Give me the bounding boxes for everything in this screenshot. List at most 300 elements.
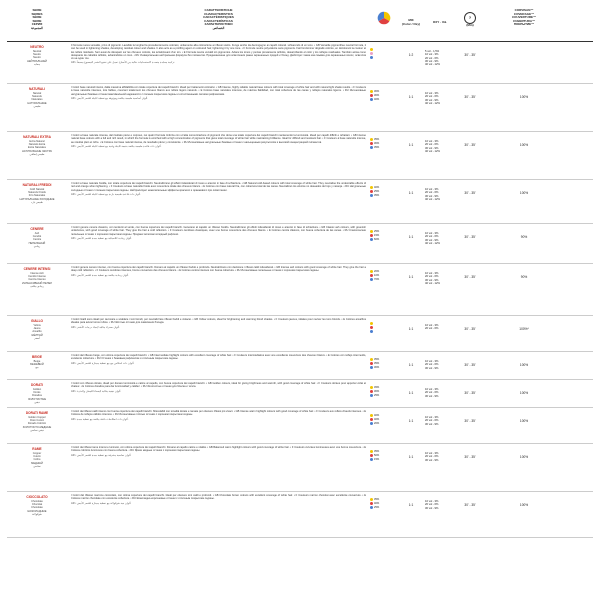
pigment-dot-icon	[370, 190, 373, 193]
description-text: I Colori dal riflesso beige, con ottima copertura dei capelli bianchi. • GB Intermediate highlight colours with excellent coverage of white hair. • F Couleurs intermédiaires avec une excellente couverture des cheveux blancs. • E Colores con reflejo intermedio, excelente cobertura. • RU Оттенки с бежевым рефлексом и отличным покрытием седины.	[71, 354, 366, 361]
table-row	[7, 264, 593, 316]
coverage-cell: 100%	[519, 363, 529, 367]
pigment-item	[370, 326, 397, 329]
oxy-cell	[425, 492, 455, 537]
pigment-dot-icon	[370, 358, 373, 361]
header-characteristics: CARATTERISTICHE CHARACTERISTICS CARACTÉRISTIQUES CARACTERÍSTICAS ХАРАКТЕРИСТИКИ الخصائص	[203, 8, 234, 30]
pigment-percent: 30%	[374, 389, 380, 393]
series-subname: ИНТЕНСИВНЫЙ ПЕПЕЛ	[21, 281, 53, 285]
series-subname: Naturels	[32, 95, 42, 99]
pigment-item	[370, 270, 397, 273]
pigment-item	[370, 450, 397, 453]
series-name: NEUTRO	[30, 45, 44, 49]
pigment-item	[370, 230, 397, 233]
coverage-cell: 90%	[520, 275, 528, 279]
pigment-dot-icon	[370, 270, 373, 273]
series-subname: طبيعي بارد	[31, 200, 43, 204]
pigment-item	[370, 90, 397, 93]
oxy-item: 20 vol - 6%	[425, 275, 439, 279]
description-text: I Colori base naturali intensi, dalla massima affidabilità con totale copertura dei capelli bianchi. Ideali per trattamenti colorativi. • GB Intense, highly reliable natural base colours with total coverage of white hair and with natural light shade results. • F Couleurs à base naturelle intenses, très fiables, couvrant totalement les cheveux blancs aux reflets légers naturels. • E Colores base naturales intensos, de máxima fiabilidad, con total cobertura de las canas y reflejos naturales ligeros. • RU Интенсивные натуральные базовые оттенки максимальной надежности с полным покрытием седины и естественными легкими рефлексами.	[71, 86, 366, 96]
series-name: DORATI RAME	[25, 411, 49, 415]
pigment-item	[370, 56, 397, 59]
table-row	[7, 444, 593, 492]
mix-cell: 1:1	[408, 503, 414, 507]
oxy-item: 30 vol - 9%	[425, 278, 439, 282]
pigment-item	[370, 278, 397, 281]
header-time: ? (Min)	[455, 7, 485, 41]
pigment-dot-icon	[370, 454, 373, 457]
oxy-item: 20 vol - 6%	[425, 95, 439, 99]
pigment-dot-icon	[370, 138, 373, 141]
series-subname: Cendré Intense	[28, 275, 46, 279]
pigment-item	[370, 322, 397, 325]
pigment-dot-icon	[370, 366, 373, 369]
description-text: I Colori genere cenere classico, con tendenti al verde, con buona copertura dei capelli bianchi. Generano al capello un riflesso freddo. Neutralizzano gli effetti indesiderati di rosso e arancio in fase di schiaritura. • GB Classic ash colours, with greenish undertones, with good coverage of white hair. They give the hair a cold reflection. • F Couleurs cendrées classiques, avec une bonne couverture des cheveux blancs. • E Colores ceniza clásicos, con buena cobertura de las canas. • RU Классические пепельные оттенки с хорошим покрытием седины. Придают волосам холодный рефлекс.	[71, 226, 366, 236]
header-coverage: CORVISAN™ COVERAGE™ COUVERTURE™ CUBERTURA™ ПОКРЫТИЕ™	[511, 8, 536, 27]
pigment-item	[370, 366, 397, 369]
description-arabic: AR • تركيبة محايدة متعددة الاستخدامات خالية من الأصباغ. تعمل على تفتيح الشعر المصبوغ مسبقاً.	[71, 61, 176, 65]
series-subname: Dorado Cobrizo	[27, 422, 47, 426]
pigment-cell	[370, 42, 397, 83]
description-arabic: AR • ألوان ذهبية مثالية لإضفاء اللمعان والدفء.	[71, 389, 122, 393]
pigment-dot-icon	[370, 146, 373, 149]
series-subname: Cold Natural	[29, 187, 45, 191]
pigment-cell	[370, 444, 397, 491]
description-cell	[67, 380, 370, 407]
pigment-dot-icon	[370, 394, 373, 397]
pigment-dot-icon	[370, 48, 373, 51]
pigment-item	[370, 394, 397, 397]
series-subname: Copper	[32, 451, 42, 455]
description-arabic: AR • ألوان أساسية طبيعية مكثفة وموثوقة مع تغطية كاملة للشعر الأبيض.	[71, 96, 148, 100]
time-cell: 30' - 35'	[464, 95, 476, 99]
pigment-percent: 30%	[374, 93, 380, 97]
oxy-cell	[425, 132, 455, 179]
time-cell: 30' - 35'	[464, 363, 476, 367]
pigment-dot-icon	[370, 326, 373, 329]
series-name: CENERE INTENSI	[23, 267, 51, 271]
series-name-cell	[7, 224, 67, 263]
description-text: I Colori dai riflessi rame intensi e luminosi, con ottima copertura dei capelli bianchi. Donano al capello calore e vitalità. • GB Balanced warm highlight colours with good coverage of white hair. • F Couleurs cuivrées lumineuses avec une bonne couverture. • E Colores cobrizos luminosos con buena cobertura. • RU Яркие медные оттенки с хорошим покрытием седины.	[71, 446, 366, 453]
description-arabic: AR • ألوان ذات قاعدة طبيعية مكثفة بنتيجة كاملة وغنية مع تغطية كاملة للشعر الأبيض.	[71, 144, 162, 148]
oxy-item: 10 vol - 3%	[425, 92, 439, 95]
series-subname: رمادي	[33, 244, 41, 248]
pigment-item	[370, 422, 397, 425]
time-cell: 30' - 35'	[464, 391, 476, 395]
series-name: NATURALI	[28, 87, 46, 91]
series-subname: БЕЖЕВЫЙ	[30, 363, 44, 367]
pigment-percent: 35%	[374, 357, 380, 361]
table-row	[7, 42, 593, 84]
mix-cell: 1:1	[408, 95, 414, 99]
table-row	[7, 316, 593, 352]
series-subname: ذهبي نحاسي	[30, 428, 44, 432]
oxy-item: 30 vol - 9%	[425, 59, 439, 63]
pigment-item	[370, 274, 397, 277]
color-chart-sheet	[7, 7, 593, 593]
description-arabic: AR • ألوان ذات قاعدة طبيعية باردة مع تغطية كاملة للشعر الأبيض.	[71, 192, 141, 196]
pigment-item	[370, 146, 397, 149]
oxy-item: 10 vol - 3%	[425, 416, 439, 419]
header-mix: MIX (Color / Oxy)	[401, 18, 420, 26]
description-arabic: AR • ألوان رمادية مكثفة مع تغطية جيدة للشعر الأبيض.	[71, 273, 129, 277]
oxy-cell	[425, 444, 455, 491]
oxy-item: 30 vol - 9%	[425, 146, 439, 150]
oxy-item: 30 vol - 9%	[425, 394, 439, 398]
pigment-cell	[370, 408, 397, 443]
pigment-dot-icon	[370, 142, 373, 145]
series-subname: شوكولاتة	[32, 512, 42, 516]
oxy-item: 40 vol - 12%	[425, 63, 440, 67]
time-cell: 30' - 35'	[464, 275, 476, 279]
pigment-cell	[370, 380, 397, 407]
oxy-cell	[425, 84, 455, 131]
description-cell	[67, 264, 370, 315]
oxy-item: 20 vol - 6%	[425, 143, 439, 147]
description-cell	[67, 352, 370, 379]
pigment-percent: 15%	[374, 233, 380, 237]
coverage-cell: 90%	[520, 235, 528, 239]
description-cell	[67, 316, 370, 351]
pigment-item	[370, 142, 397, 145]
oxy-item: 40 vol - 12%	[425, 241, 440, 245]
mix-cell: 1:1	[408, 235, 414, 239]
oxy-item: 10 vol - 3%	[425, 500, 439, 503]
series-name-cell	[7, 444, 67, 491]
description-text: I Colori a base naturale intensa, dal risultato pieno e corposo, nei quali il formula rinforza con un'alta concentrazione di pigmenti che dona una totale copertura dei capelli bianchi mantenendo la luminosità. Ideali per capelli difficili e refrattari. • GB Intense natural base colours with a full and rich result, in which the formula is enriched with a high concentration of pigments that gives total coverage of white hair while maintaining brilliance. Ideal for difficult and resistant hair. • F Couleurs à base naturelle intense, au résultat plein et riche. • E Colores con base natural intensa, de resultado pleno y consistente. • RU Интенсивные натуральные базовые оттенки с насыщенным результатом и высокой концентрацией пигментов.	[71, 134, 366, 144]
series-subname: Naturales	[31, 98, 43, 102]
series-subname: ЗОЛОТИСТО-МЕДНЫЕ	[22, 425, 52, 429]
series-subname: Intense Ash	[30, 271, 44, 275]
mix-cell: 1:1	[408, 275, 414, 279]
oxy-item: 10 vol - 3%	[425, 324, 439, 327]
pigment-dot-icon	[370, 506, 373, 509]
header-series: SERIE SERIES SÉRIE SERIE СЕРИЯ المجموعة	[30, 8, 44, 30]
series-subname: Naturels Extra	[28, 143, 46, 147]
pigment-item	[370, 238, 397, 241]
series-subname: Yellow	[33, 323, 41, 327]
time-cell: 30' - 35'	[464, 191, 476, 195]
series-subname: Ceniza	[32, 238, 42, 242]
pigment-percent: 20%	[374, 421, 380, 425]
series-subname: أصفر	[34, 336, 40, 340]
pigment-dot-icon	[370, 322, 373, 325]
description-text: I Colori genere cenere intenso, con buona copertura dei capelli bianchi. Donano al capello un riflesso freddo e profondo. Neutralizzano con decisione i riflessi caldi indesiderati. • GB Intense ash colours with good coverage of white hair. They give the hair a deep cold reflection. • F Couleurs cendrées intenses, bonne couverture des cheveux blancs. • E Colores ceniza intensos con buena cobertura. • RU Интенсивные пепельные оттенки с хорошим покрытием седины.	[71, 266, 366, 273]
series-name-cell	[7, 352, 67, 379]
description-text: I Colori dai riflessi caldi intensi con buona copertura dei capelli bianchi. Miscelabili con tonalità dorate e ramate per ottenere riflessi più vivaci. • GB Intense warm highlight colours with good coverage of white hair. • F Couleurs aux reflets chauds intenses. • E Colores de reflejos cálidos intensos. • RU Интенсивные тёплые оттенки с хорошим покрытием седины.	[71, 410, 366, 417]
oxy-item: 10 vol - 3%	[425, 232, 439, 235]
series-subname: Naturels Froids	[28, 191, 46, 195]
description-arabic: AR • ألوان رمادية كلاسيكية مع تغطية جيدة للشعر الأبيض.	[71, 236, 132, 240]
description-arabic: AR • ألوان ذات انعكاس بيج مع تغطية ممتازة للشعر الأبيض.	[71, 361, 135, 365]
oxy-item: 20 vol - 6%	[425, 56, 439, 60]
mix-cell: 1:1	[408, 455, 414, 459]
pigment-item	[370, 418, 397, 421]
pigment-dot-icon	[370, 422, 373, 425]
pigment-item	[370, 234, 397, 237]
pigment-dot-icon	[370, 238, 373, 241]
oxy-item: 30 vol - 9%	[425, 98, 439, 102]
description-cell	[67, 180, 370, 223]
mix-cell: 1:2	[408, 53, 414, 57]
series-subname: Neutral	[32, 49, 42, 53]
pigment-percent: 40%	[374, 97, 380, 101]
series-name: BEIGE	[32, 355, 42, 359]
series-subname: МЕДНЫЙ	[31, 461, 43, 465]
pigment-item	[370, 414, 397, 417]
pigment-percent: 40%	[374, 417, 380, 421]
oxy-item: 5 vol - 1,5%	[425, 50, 440, 53]
series-name-cell	[7, 42, 67, 83]
series-subname: Cuivré	[33, 455, 41, 459]
mix-cell: 1:1	[408, 327, 414, 331]
pigment-item	[370, 390, 397, 393]
series-name-cell	[7, 84, 67, 131]
series-subname: Extra Natural	[29, 139, 45, 143]
series-subname: Cobre	[33, 458, 41, 462]
series-subname: نحاسي	[33, 464, 41, 468]
series-name: GIALLO	[30, 319, 44, 323]
series-subname: محايد	[34, 62, 40, 66]
series-subname: Golden Copper	[28, 415, 46, 419]
table-body	[7, 42, 593, 538]
oxy-cell	[425, 352, 455, 379]
pigment-cell	[370, 224, 397, 263]
series-name-cell	[7, 316, 67, 351]
pigment-percent: 25%	[374, 393, 380, 397]
pigment-cell	[370, 132, 397, 179]
oxy-item: 10 vol - 3%	[425, 388, 439, 391]
time-cell: 30' - 35'	[464, 455, 476, 459]
time-cell: 30' - 35'	[464, 503, 476, 507]
description-cell	[67, 42, 370, 83]
series-subname: Dorés	[33, 391, 41, 395]
pigment-percent: 30%	[374, 365, 380, 369]
series-subname: رمادي مكثف	[30, 284, 44, 288]
clock-icon: ?	[464, 12, 476, 24]
pigment-item	[370, 186, 397, 189]
pigment-item	[370, 458, 397, 461]
oxy-item: 10 vol - 3%	[425, 272, 439, 275]
table-row	[7, 84, 593, 132]
series-name: CIOCCOLATO	[26, 495, 48, 499]
pigment-item	[370, 48, 397, 51]
oxy-item: 10 vol - 3%	[425, 140, 439, 143]
description-text: Il formula nuova versatile, privo di pigmenti. Lavabile la lunghezza precedentemente colorato; unitamente alla colorazione ai riflessi scelto. Funge anche da decongegno ai capelli colorati. schiarendo di un tono. • GB Versatile pigmentfree neutral formula, it can be used in lightening shades, developing residual colour and shades. It also acts as a prolifing agent on coloured hair, lightening it by one tone. • F Formule neutre polyvalente sans pigments. Fait fonctionner dégradé colorés, en décolorant la couleur et les reflets résiduels. Sert aussi de décapant sur les cheveux colorés, les éclaircissant d'un ton. • E Fórmula neutra versátil sin pigmentos. Aclara los tonos y puntas previamente teñidos, desarrollando el color y los reflejos residuales. También actúa como decapante de cabellos teñidos, aclarándolos un tono. • RU Универсальная нейтральная формула без пигментов. Предназначена для осветления ранее окрашенных прядей и блонд. Действует также как смывка для окрашенных волос, осветляя их на один тон.	[71, 44, 366, 61]
pigment-item	[370, 454, 397, 457]
pigment-dot-icon	[370, 386, 373, 389]
oxy-item: 20 vol - 6%	[425, 235, 439, 239]
coverage-cell: 100%	[519, 419, 529, 423]
description-text: I Colori Gialli sono ideali per ravvivare e scaldare i toni biondi, per neutralizzare riflessi freddi e violacei. • GB Yellow colours, ideal for brightening and warming blond shades. • F Couleurs jaunes, idéales pour raviver les tons blonds. • E Colores amarillos ideales para avivar tonos rubios. • RU Жёлтые оттенки для оживления блонда.	[71, 318, 366, 325]
coverage-cell: 100%	[519, 143, 529, 147]
series-subname: بيج	[35, 366, 39, 370]
coverage-cell: 100%	[519, 455, 529, 459]
series-subname: НАТУРАЛЬНЫЕ ЭКСТРА	[21, 149, 52, 153]
pigment-dot-icon	[370, 502, 373, 505]
pigment-item	[370, 52, 397, 55]
series-subname: Natural	[32, 91, 42, 95]
mix-cell: 1:1	[408, 143, 414, 147]
coverage-cell: 100%	[519, 391, 529, 395]
pigment-cell	[370, 492, 397, 537]
series-subname: Golden	[32, 387, 42, 391]
series-name: NATURALI EXTRA	[23, 135, 51, 139]
pigment-item	[370, 94, 397, 97]
coverage-cell: 100%	[519, 191, 529, 195]
table-row	[7, 180, 593, 224]
pigment-percent: 35%	[374, 145, 380, 149]
pigment-percent: 70%	[374, 277, 380, 281]
pigment-cell	[370, 180, 397, 223]
pigment-percent: 35%	[374, 361, 380, 365]
coverage-cell: 100%	[519, 503, 529, 507]
pigment-cell	[370, 316, 397, 351]
mix-cell: 1:1	[408, 391, 414, 395]
description-text: I Colori con riflesso dorato, ideali per donare luminosità e calore al capello, con buona copertura dei capelli bianchi. • GB Golden colours, ideal for giving brightness and warmth, with good coverage of white hair. • F Couleurs dorées pour apporter éclat et chaleur. • E Colores dorados para dar luminosidad y calidez. • RU Золотистые оттенки для блеска и тепла.	[71, 382, 366, 389]
oxy-item: 30 vol - 9%	[425, 238, 439, 242]
coverage-cell	[485, 42, 563, 83]
oxy-item: 40 vol - 12%	[425, 101, 440, 105]
pigment-item	[370, 502, 397, 505]
series-subname: Cendré	[32, 235, 42, 239]
series-subname: Chocolate	[31, 506, 43, 510]
oxy-item: 10 vol - 3%	[425, 53, 439, 57]
table-header	[7, 7, 593, 42]
oxy-item: 20 vol - 6%	[425, 455, 439, 459]
series-subname: НАТУРАЛЬНЫЕ ХОЛОДНЫЕ	[19, 197, 55, 201]
description-arabic: AR • ألوان نحاسية مشرقة مع تغطية جيدة للشعر الأبيض.	[71, 453, 132, 457]
header-pigment	[370, 7, 397, 41]
oxy-item: 30 vol - 9%	[425, 194, 439, 198]
oxy-cell	[425, 264, 455, 315]
series-name-cell	[7, 408, 67, 443]
oxy-item: 30 vol - 9%	[425, 506, 439, 510]
series-subname: ШОКОЛАДНЫЕ	[27, 509, 47, 513]
pigment-percent: 30%	[374, 89, 380, 93]
description-cell	[67, 132, 370, 179]
pigment-dot-icon	[370, 234, 373, 237]
series-subname: طبيعي إضافي	[29, 152, 45, 156]
pigment-dot-icon	[370, 230, 373, 233]
series-name: DORATI	[31, 383, 43, 387]
pigment-dot-icon	[370, 450, 373, 453]
pigment-percent: 25%	[374, 505, 380, 509]
pigment-dot-icon	[370, 330, 373, 333]
series-subname: Chocolat	[31, 503, 43, 507]
oxy-cell	[425, 42, 455, 83]
oxy-item: 10 vol - 3%	[425, 360, 439, 363]
pigment-dot-icon	[370, 194, 373, 197]
pigment-wheel-icon	[377, 11, 391, 25]
series-subname: Jaune	[33, 327, 41, 331]
oxy-item: 20 vol - 6%	[425, 391, 439, 395]
series-subname: Amarillo	[32, 330, 42, 334]
series-name: CENERE	[30, 227, 44, 231]
series-name-cell	[7, 492, 67, 537]
description-arabic: AR • ألوان بنية شوكولاتة مع تغطية ممتازة للشعر الأبيض.	[71, 501, 132, 505]
oxy-item: 20 vol - 6%	[425, 191, 439, 195]
oxy-item: 30 vol - 9%	[425, 458, 439, 462]
pigment-dot-icon	[370, 414, 373, 417]
pigment-dot-icon	[370, 274, 373, 277]
table-row	[7, 352, 593, 380]
pigment-dot-icon	[370, 98, 373, 101]
oxy-item: 30 vol - 9%	[425, 422, 439, 426]
pigment-item	[370, 138, 397, 141]
series-subname: ذهبي	[34, 400, 40, 404]
table-row	[7, 224, 593, 264]
description-cell	[67, 224, 370, 263]
time-cell: 30' - 35'	[464, 327, 476, 331]
coverage-cell: 100%*	[519, 327, 529, 331]
pigment-dot-icon	[370, 56, 373, 59]
series-name-cell	[7, 380, 67, 407]
oxy-item: 20 vol - 6%	[425, 419, 439, 423]
series-subname: НЕЙТРАЛЬНЫЙ	[27, 59, 47, 63]
series-name: NATURALI FREDDI	[22, 183, 52, 187]
table-row	[7, 132, 593, 180]
pigment-dot-icon	[370, 418, 373, 421]
oxy-item: 10 vol - 3%	[425, 188, 439, 191]
pigment-item	[370, 362, 397, 365]
series-subname: Extra Naturales	[28, 146, 46, 150]
pigment-dot-icon	[370, 498, 373, 501]
pigment-dot-icon	[370, 52, 373, 55]
series-subname: ПЕПЕЛЬНЫЙ	[28, 241, 46, 245]
pigment-percent: 25%	[374, 189, 380, 193]
pigment-item	[370, 190, 397, 193]
series-subname: Doré Cuivré	[30, 419, 44, 423]
pigment-dot-icon	[370, 362, 373, 365]
series-name-cell	[7, 180, 67, 223]
description-text: I Colori a base naturale fredda, con totale copertura dei capelli bianchi. Neutralizzano gli effetti indesiderati di rosso e arancio in fase di schiaritura. • GB Natural cold-based colours with total coverage of white hair. They neutralise the undesirable effects of red and orange when lightening. • F Couleurs à base naturelle froide avec couverture totale des cheveux blancs. • E Colores con base natural fría, con cobertura total de las canas. Neutralizan los efectos no deseados del rojo y naranja. • RU Натуральные холодные оттенки с полным покрытием седины. Нейтрализуют нежелательные эффекты красного и оранжевого при осветлении.	[71, 182, 366, 192]
time-cell: 30' - 35'	[464, 235, 476, 239]
pigment-percent: 15%	[374, 457, 380, 461]
series-name-cell	[7, 132, 67, 179]
mix-cell: 1:1	[408, 363, 414, 367]
oxy-item: 40 vol - 12%	[425, 281, 440, 285]
pigment-dot-icon	[370, 390, 373, 393]
series-subname: Ash	[34, 231, 40, 235]
oxy-item: 30 vol - 9%	[425, 366, 439, 370]
table-row	[7, 408, 593, 444]
pigment-dot-icon	[370, 94, 373, 97]
series-subname: Beige	[33, 359, 41, 363]
pigment-percent: 60%	[374, 237, 380, 241]
series-subname: طبيعي	[33, 104, 41, 108]
description-text: I Colori dal riflesso marrone cioccolato, con ottima copertura dei capelli bianchi. Ideali per ottenere toni caldi e profondi. • GB Chocolate brown colours with excellent coverage of white hair. • F Couleurs marron chocolat avec excellente couverture. • E Colores marrón chocolate con excelente cobertura. • RU Шоколадно-коричневые оттенки с отличным покрытием седины.	[71, 494, 366, 501]
series-subname: Dorados	[32, 394, 42, 398]
series-subname: НАТУРАЛЬНЫЕ	[27, 101, 47, 105]
pigment-percent: 35%	[374, 137, 380, 141]
header-oxy: OXY - Vol.	[432, 20, 448, 24]
oxy-cell	[425, 180, 455, 223]
oxy-cell	[425, 380, 455, 407]
oxy-cell	[425, 224, 455, 263]
pigment-item	[370, 386, 397, 389]
pigment-dot-icon	[370, 458, 373, 461]
mix-cell: 1:1	[408, 419, 414, 423]
series-subname: Chocolate	[31, 499, 43, 503]
series-subname: Ceniza Intenso	[28, 278, 46, 282]
description-arabic: AR • ألوان صفراء مثالية لإحياء درجات الأشقر.	[71, 325, 120, 329]
pigment-cell	[370, 84, 397, 131]
time-cell: 30' - 35'	[464, 143, 476, 147]
pigment-percent: 35%	[374, 497, 380, 501]
description-arabic: AR • ألوان ذات انعكاسات دافئة مكثفة مع تغطية جيدة.	[71, 417, 129, 421]
pigment-item	[370, 358, 397, 361]
